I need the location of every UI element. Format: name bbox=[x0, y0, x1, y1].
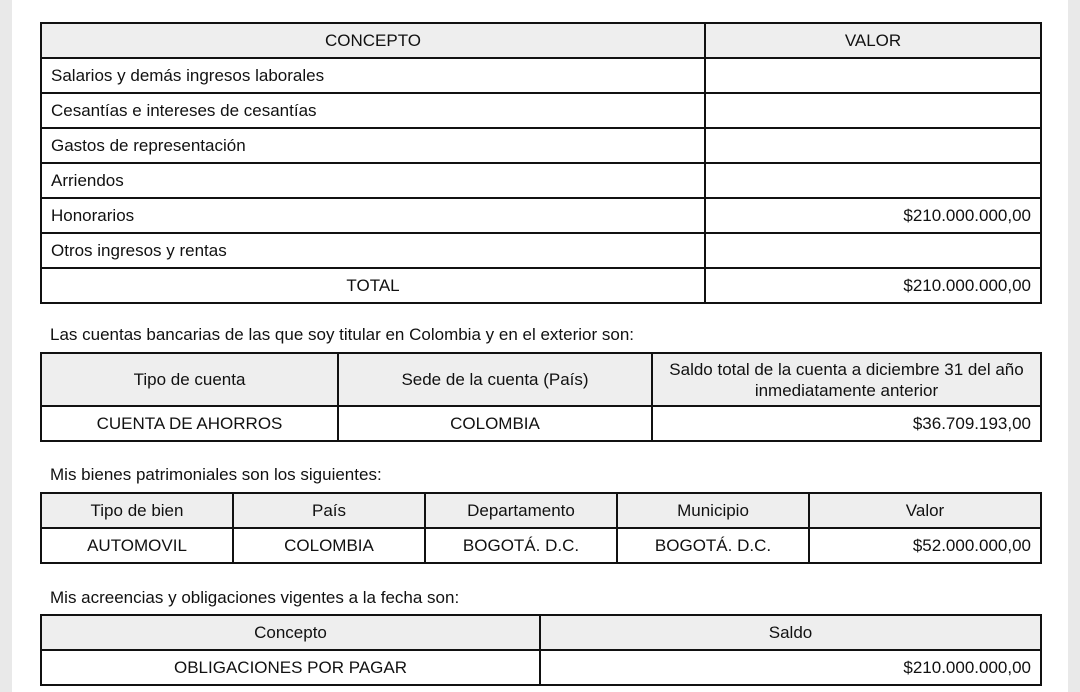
income-header-value: VALOR bbox=[705, 23, 1041, 58]
obligations-header-balance: Saldo bbox=[540, 615, 1041, 650]
income-concept: Honorarios bbox=[41, 198, 705, 233]
assets-header-row bbox=[41, 493, 1041, 528]
obligations-header-concept: Concepto bbox=[41, 615, 540, 650]
assets-header-department: Departamento bbox=[425, 493, 617, 528]
table-row bbox=[41, 406, 1041, 441]
table-row bbox=[41, 198, 1041, 233]
income-total-label: TOTAL bbox=[41, 268, 705, 303]
asset-value: $52.000.000,00 bbox=[809, 528, 1041, 563]
bank-accounts-table bbox=[40, 352, 1042, 442]
asset-department: BOGOTÁ. D.C. bbox=[425, 528, 617, 563]
obligation-balance: $210.000.000,00 bbox=[540, 650, 1041, 685]
assets-header-type: Tipo de bien bbox=[41, 493, 233, 528]
assets-header-value: Valor bbox=[809, 493, 1041, 528]
table-row bbox=[41, 58, 1041, 93]
income-concept: Salarios y demás ingresos laborales bbox=[41, 58, 705, 93]
asset-municipality: BOGOTÁ. D.C. bbox=[617, 528, 809, 563]
obligations-header-row bbox=[41, 615, 1041, 650]
income-concept: Cesantías e intereses de cesantías bbox=[41, 93, 705, 128]
bank-header-location: Sede de la cuenta (País) bbox=[338, 353, 652, 406]
income-concept: Gastos de representación bbox=[41, 128, 705, 163]
assets-header-country: País bbox=[233, 493, 425, 528]
table-row bbox=[41, 233, 1041, 268]
table-row bbox=[41, 650, 1041, 685]
bank-account-balance: $36.709.193,00 bbox=[652, 406, 1041, 441]
asset-country: COLOMBIA bbox=[233, 528, 425, 563]
table-row bbox=[41, 128, 1041, 163]
obligation-concept: OBLIGACIONES POR PAGAR bbox=[41, 650, 540, 685]
income-concept: Arriendos bbox=[41, 163, 705, 198]
bank-account-type: CUENTA DE AHORROS bbox=[41, 406, 338, 441]
income-table bbox=[40, 22, 1042, 304]
table-row bbox=[41, 163, 1041, 198]
income-value bbox=[705, 163, 1041, 198]
bank-accounts-header-row bbox=[41, 353, 1041, 406]
income-value bbox=[705, 128, 1041, 163]
income-value: $210.000.000,00 bbox=[705, 198, 1041, 233]
asset-type: AUTOMOVIL bbox=[41, 528, 233, 563]
income-header-concept: CONCEPTO bbox=[41, 23, 705, 58]
bank-header-type: Tipo de cuenta bbox=[41, 353, 338, 406]
income-total-row bbox=[41, 268, 1041, 303]
assets-table bbox=[40, 492, 1042, 564]
income-header-row bbox=[41, 23, 1041, 58]
income-value bbox=[705, 233, 1041, 268]
bank-account-location: COLOMBIA bbox=[338, 406, 652, 441]
table-row bbox=[41, 93, 1041, 128]
obligations-caption: Mis acreencias y obligaciones vigentes a la fecha son: bbox=[50, 588, 460, 607]
table-row bbox=[41, 528, 1041, 563]
assets-header-municipality: Municipio bbox=[617, 493, 809, 528]
bank-accounts-caption: Las cuentas bancarias de las que soy titular en Colombia y en el exterior son: bbox=[50, 325, 634, 344]
income-value bbox=[705, 58, 1041, 93]
income-concept: Otros ingresos y rentas bbox=[41, 233, 705, 268]
income-total-value: $210.000.000,00 bbox=[705, 268, 1041, 303]
obligations-table bbox=[40, 614, 1042, 686]
income-value bbox=[705, 93, 1041, 128]
bank-header-balance: Saldo total de la cuenta a diciembre 31 del año inmediatamente anterior bbox=[652, 353, 1041, 406]
assets-caption: Mis bienes patrimoniales son los siguientes: bbox=[50, 465, 382, 484]
